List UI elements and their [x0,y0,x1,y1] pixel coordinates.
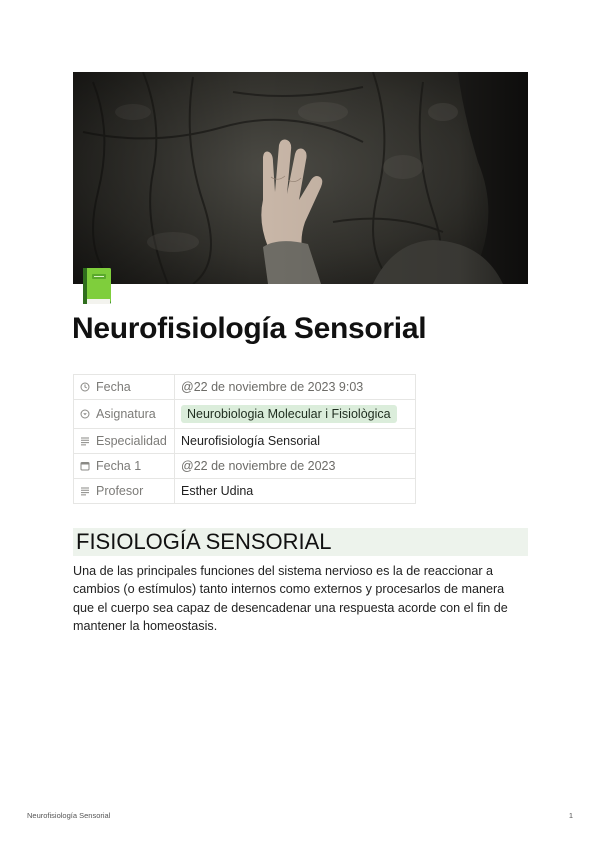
property-row-profesor [74,479,416,504]
property-value[interactable]: Esther Udina [175,479,416,504]
property-value[interactable]: Neurofisiología Sensorial [175,429,416,454]
property-row-especialidad [74,429,416,454]
property-label: Profesor [96,484,144,498]
footer-doc-title: Neurofisiología Sensorial [27,811,111,820]
property-label: Asignatura [96,407,156,421]
footer-page-number: 1 [568,811,573,820]
property-value[interactable]: @22 de noviembre de 2023 [175,454,416,479]
property-label: Especialidad [96,434,167,448]
subject-tag[interactable]: Neurobiologia Molecular i Fisiològica [181,405,397,423]
property-row-fecha [74,375,416,400]
property-row-fecha-1 [74,454,416,479]
property-row-asignatura [74,400,416,429]
page-title: Neurofisiología Sensorial [72,312,427,345]
clock-icon [80,382,91,392]
section-paragraph: Una de las principales funciones del sistema nervioso es la de reaccionar a cambios (o estímulos) tanto internos como externos y procesarlos de manera que el cuerpo sea capaz de desencadenar una respuesta acorde con el fin de mantener la homeostasis. [73,564,508,633]
cover-image [73,72,528,284]
properties-table [73,374,416,504]
select-icon [80,409,91,419]
property-label: Fecha 1 [96,459,142,473]
property-value[interactable]: @22 de noviembre de 2023 9:03 [175,375,416,400]
text-lines-icon [80,436,91,446]
property-label: Fecha [96,380,131,394]
green-book-icon [79,265,115,307]
calendar-icon [80,461,91,471]
text-lines-icon [80,486,91,496]
section-heading: FISIOLOGÍA SENSORIAL [73,528,528,556]
